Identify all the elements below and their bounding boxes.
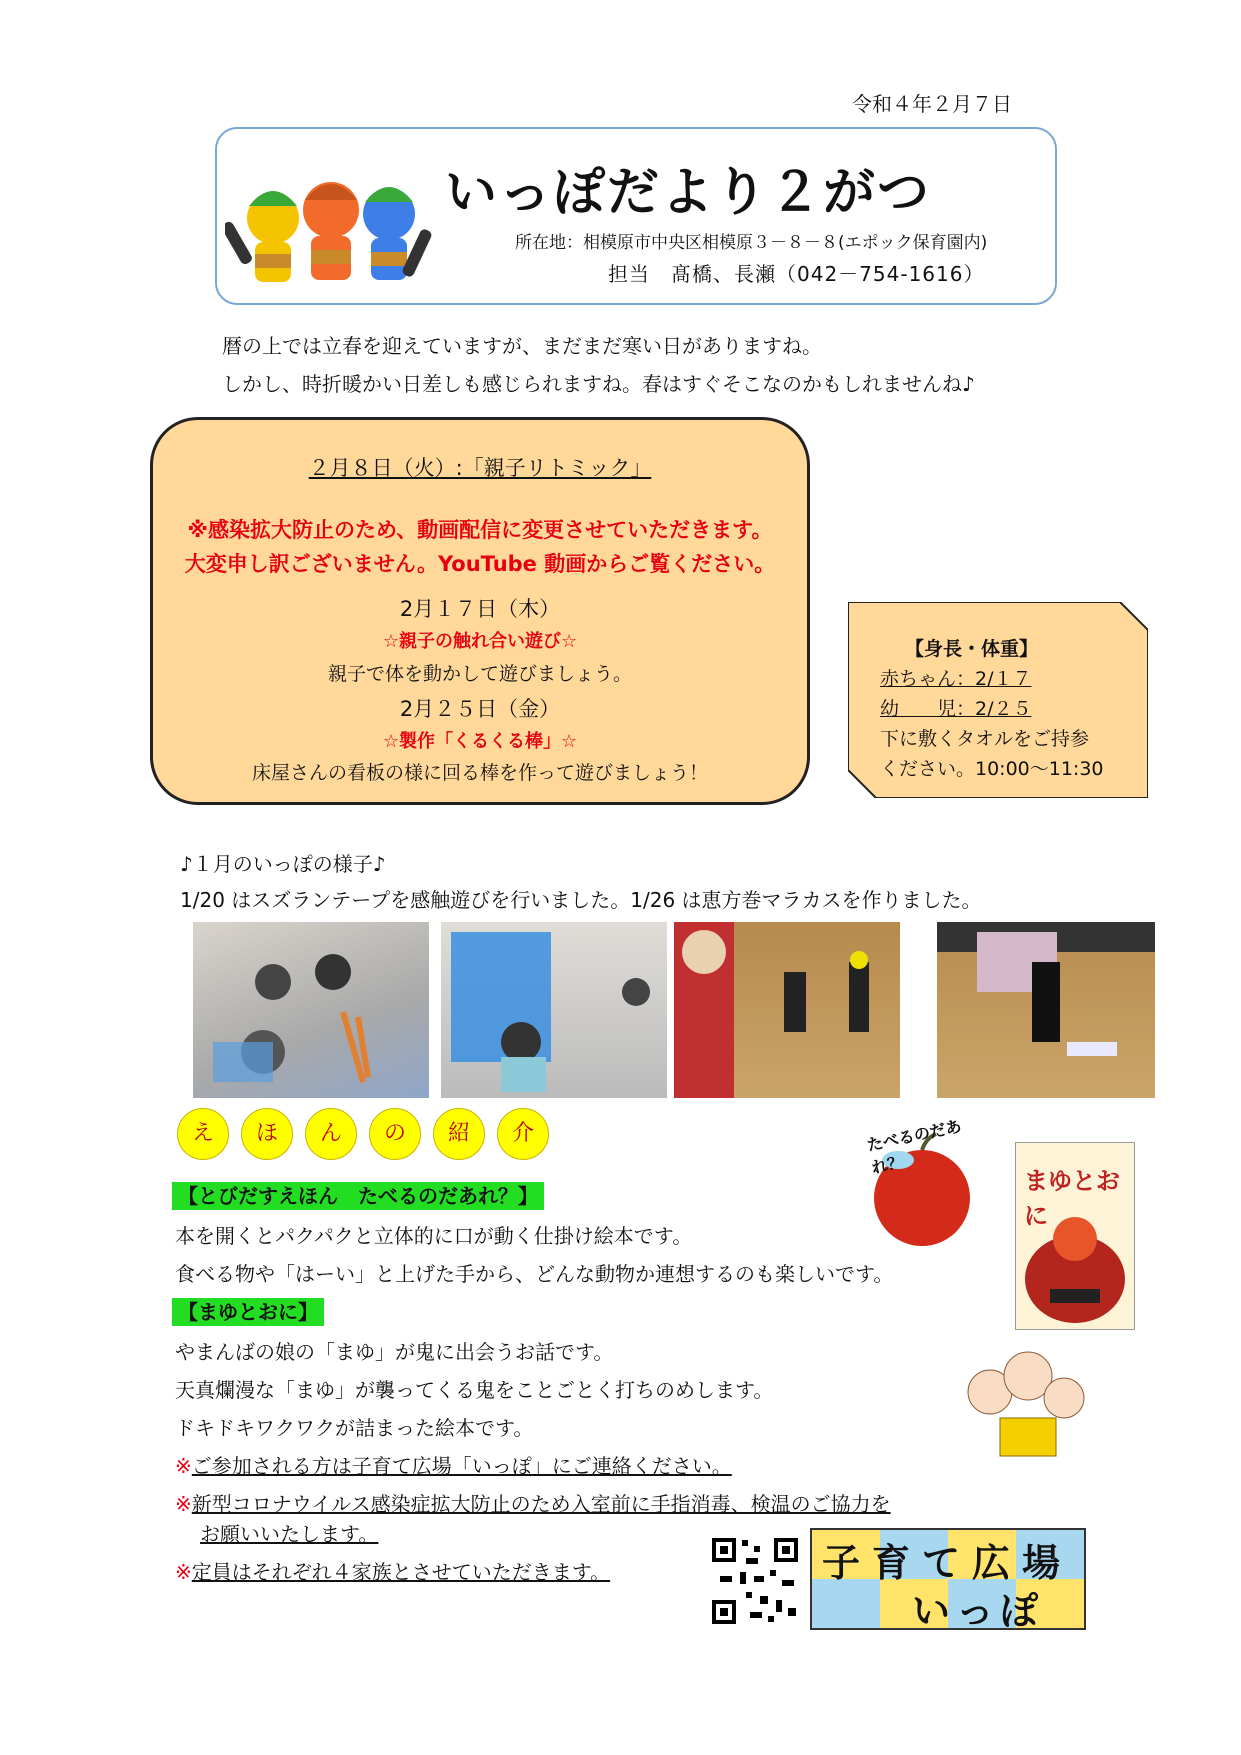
ehon-char-1: え xyxy=(177,1108,229,1160)
ehon-char-2: ほ xyxy=(241,1108,293,1160)
measure-note-2: ください。10:00～11:30 xyxy=(880,758,1104,780)
note-3-text: 定員はそれぞれ４家族とさせていただきます。 xyxy=(191,1560,611,1584)
note-1 xyxy=(175,1450,732,1479)
event2-date: 2月１７日（木） xyxy=(399,597,561,621)
intro-line-2: しかし、時折暖かい日差しも感じられますね。春はすぐそこなのかもしれませんね♪ xyxy=(222,372,975,396)
measure-baby: 赤ちゃん：2/１７ xyxy=(880,668,1032,690)
ehon-char-5: 紹 xyxy=(433,1108,485,1160)
ehon-char-3: ん xyxy=(305,1108,357,1160)
photo-2 xyxy=(441,922,667,1098)
event2-desc: 親子で体を動かして遊びましょう。 xyxy=(327,663,632,685)
note-1-text: ご参加される方は子育て広場「いっぽ」にご連絡ください。 xyxy=(191,1454,732,1478)
note-1-mark: ※ xyxy=(175,1454,192,1478)
qr-code-icon xyxy=(710,1536,800,1626)
book2-cover xyxy=(1015,1142,1135,1330)
photo-2-content-icon xyxy=(441,922,667,1098)
photo-4 xyxy=(937,922,1155,1098)
photo-4-content-icon xyxy=(937,922,1155,1098)
yellow-oni-icon xyxy=(225,191,299,282)
ehon-char-6: 介 xyxy=(497,1108,549,1160)
oni-face-icon xyxy=(1020,1209,1130,1327)
ehon-char-4: の xyxy=(369,1108,421,1160)
kosodate-hiroba-logo xyxy=(810,1528,1086,1633)
measure-note-1: 下に敷くタオルをご持参 xyxy=(880,728,1090,750)
event1-notice-1: ※感染拡大防止のため、動画配信に変更させていただきます。 xyxy=(187,518,773,542)
book2-cover-title: まゆとおに xyxy=(1024,1167,1120,1230)
event3-desc: 床屋さんの看板の様に回る棒を作って遊びましょう！ xyxy=(251,762,708,784)
newsletter-title: いっぽだより２がつ xyxy=(445,163,932,223)
blue-oni-icon xyxy=(363,187,433,280)
photo-1 xyxy=(193,922,429,1098)
event1-notice-2: 大変申し訳ございません。YouTube 動画からご覧ください。 xyxy=(184,552,776,576)
note-2-text: 新型コロナウイルス感染症拡大防止のため入室前に手指消毒、検温のご協力を xyxy=(191,1492,891,1516)
measure-heading: 【身長・体重】 xyxy=(905,638,1039,660)
event2-title: ☆親子の触れ合い遊び☆ xyxy=(382,631,578,652)
event3-title: ☆製作「くるくる棒」☆ xyxy=(382,731,578,752)
reading-children-illustration xyxy=(960,1340,1090,1460)
issue-date: 令和４年２月７日 xyxy=(852,92,1012,116)
logo-line-1: 子育て広場 xyxy=(822,1541,1073,1585)
note-3-mark: ※ xyxy=(175,1560,192,1584)
red-oni-icon xyxy=(303,182,359,280)
event1-title: ２月８日（火）:「親子リトミック」 xyxy=(308,456,652,480)
book1-cover-title: たべるのだあれ？ xyxy=(865,1116,964,1178)
book2-line-3: ドキドキワクワクが詰まった絵本です。 xyxy=(175,1416,534,1440)
book1-heading-wrap xyxy=(172,1180,544,1209)
event3-date: 2月２５日（金） xyxy=(399,697,561,721)
photo-1-content-icon xyxy=(193,922,429,1098)
book2-line-1: やまんばの娘の「まゆ」が鬼に出会うお話です。 xyxy=(175,1340,614,1364)
book2-title: 【まゆとおに】 xyxy=(172,1298,324,1326)
note-2-mark: ※ xyxy=(175,1492,192,1516)
oni-illustration xyxy=(225,158,435,298)
measure-toddler: 幼 児：2/２５ xyxy=(880,698,1032,720)
book2-heading-wrap xyxy=(172,1296,324,1325)
note-2 xyxy=(175,1488,891,1517)
january-heading: ♪１月のいっぽの様子♪ xyxy=(180,852,386,876)
intro-line-1: 暦の上では立春を迎えていますが、まだまだ寒い日がありますね。 xyxy=(222,334,822,358)
january-desc: 1/20 はスズランテープを感触遊びを行いました。1/26 は恵方巻マラカスを作りました。 xyxy=(180,888,982,912)
logo-line-2: いっぽ xyxy=(912,1589,1045,1633)
note-3 xyxy=(175,1556,610,1585)
book1-line-1: 本を開くとパクパクと立体的に口が動く仕掛け絵本です。 xyxy=(175,1224,693,1248)
contact: 担当 髙橋、長瀬（042－754-1616） xyxy=(608,262,985,286)
photo-3 xyxy=(674,922,900,1098)
note-2-continued: お願いいたします。 xyxy=(200,1522,379,1546)
book1-title: 【とびだすえほん たべるのだあれ？】 xyxy=(172,1182,544,1210)
address: 所在地：相模原市中央区相模原３－８－８(エポック保育園内) xyxy=(515,233,988,253)
book1-cover xyxy=(862,1116,992,1250)
book1-line-2: 食べる物や「はーい」と上げた手から、どんな動物か連想するのも楽しいです。 xyxy=(175,1262,894,1286)
book2-line-2: 天真爛漫な「まゆ」が襲ってくる鬼をことごとく打ちのめします。 xyxy=(175,1378,774,1402)
photo-3-content-icon xyxy=(674,922,900,1098)
